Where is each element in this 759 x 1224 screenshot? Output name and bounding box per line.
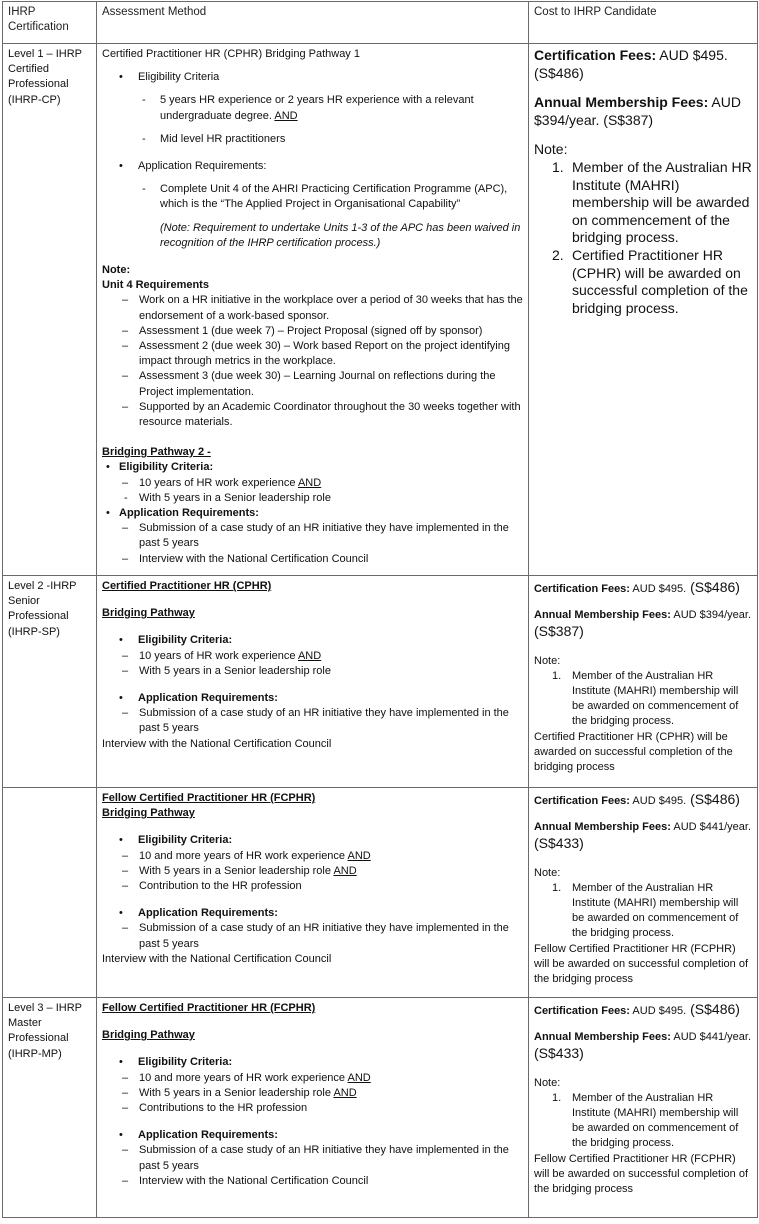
certification-fees: Certification Fees: AUD $495. (S$486): [534, 1001, 740, 1017]
list-item: – 10 and more years of HR work experience AND: [102, 1071, 523, 1086]
award-line: Fellow Certified Practitioner HR (FCPHR) will be awarded on successful completion of the bridging process: [534, 1152, 749, 1196]
application-heading: • Application Requirements:: [102, 1128, 523, 1143]
pathway-2-heading: Bridging Pathway 2 -: [102, 446, 211, 459]
interview-line: Interview with the National Certification Council: [102, 737, 332, 750]
cost-cell: [529, 44, 758, 576]
row-level-2: [3, 576, 758, 788]
header-cost: Cost to IHRP Candidate: [529, 2, 758, 44]
cost-cell: [529, 788, 758, 998]
note-item: 1. Member of the Australian HR Institute (MAHRI) membership will be awarded on commencement of the bridging process.: [552, 1091, 739, 1150]
application-heading: • Application Requirements:: [102, 506, 523, 521]
pathway-title: Certified Practitioner HR (CPHR): [102, 580, 272, 592]
bridging-pathway: Bridging Pathway: [102, 807, 195, 820]
method-cell: [97, 998, 529, 1218]
eligibility-heading: • Eligibility Criteria: [102, 70, 523, 85]
row-level-3: [3, 998, 758, 1218]
list-item: – Assessment 2 (due week 30) – Work based Report on the project identifying impact through metrics in the workplace.: [102, 339, 523, 369]
row-fellow: [3, 788, 758, 998]
award-line: Fellow Certified Practitioner HR (FCPHR) will be awarded on successful completion of the bridging process: [534, 942, 749, 986]
note-item: 1. Member of the Australian HR Institute (MAHRI) membership will be awarded on commencement of the bridging process.: [552, 881, 739, 940]
list-item: – Submission of a case study of an HR initiative they have implemented in the past 5 years: [102, 706, 523, 736]
note-item: 2. Certified Practitioner HR (CPHR) will be awarded on successful completion of the bridging process.: [552, 246, 748, 316]
annual-fees: Annual Membership Fees: AUD $441/year. (S$433): [534, 821, 752, 852]
list-item: – Contribution to the HR profession: [102, 879, 523, 894]
list-item: – 10 years of HR work experience AND: [102, 476, 523, 491]
note-label: Note:: [534, 654, 561, 667]
cost-cell: [529, 576, 758, 788]
certification-fees: Certification Fees: AUD $495. (S$486): [534, 47, 728, 81]
list-item: – With 5 years in a Senior leadership role: [102, 664, 523, 679]
list-item: – Submission of a case study of an HR initiative they have implemented in the past 5 years: [102, 521, 523, 551]
list-item: – Interview with the National Certification Council: [102, 1174, 523, 1189]
eligibility-heading: • Eligibility Criteria:: [102, 460, 523, 475]
application-heading: • Application Requirements:: [102, 159, 523, 174]
eligibility-heading: • Eligibility Criteria:: [102, 1055, 523, 1070]
pathway-title: Fellow Certified Practitioner HR (FCPHR): [102, 1002, 316, 1014]
bridging-pathway: Bridging Pathway: [102, 607, 195, 620]
header-method: Assessment Method: [97, 2, 529, 44]
list-item: – Assessment 1 (due week 7) – Project Proposal (signed off by sponsor): [102, 324, 523, 339]
note-label: Note:: [534, 1076, 561, 1089]
certification-fees: Certification Fees: AUD $495. (S$486): [534, 579, 740, 595]
list-item: - Mid level HR practitioners: [102, 132, 523, 147]
list-item: – Work on a HR initiative in the workplace over a period of 30 weeks that has the endorsement of a work-based sponsor.: [102, 293, 523, 323]
note-item: 1. Member of the Australian HR Institute (MAHRI) membership will be awarded on commencement of the bridging process.: [552, 158, 752, 246]
level-cell: Level 2 -IHRP Senior Professional (IHRP-SP): [3, 576, 97, 788]
level-cell: Level 3 – IHRP Master Professional (IHRP-MP): [3, 998, 97, 1218]
list-item: – Submission of a case study of an HR initiative they have implemented in the past 5 years: [102, 1143, 523, 1173]
cost-cell: [529, 998, 758, 1218]
application-heading: • Application Requirements:: [102, 691, 523, 706]
award-line: Certified Practitioner HR (CPHR) will be awarded on successful completion of the bridging process: [534, 730, 733, 774]
pathway-title: Fellow Certified Practitioner HR (FCPHR): [102, 792, 316, 804]
row-level-1: [3, 44, 758, 576]
list-item: – Supported by an Academic Coordinator throughout the 30 weeks together with resource materials.: [102, 400, 523, 430]
list-item: – With 5 years in a Senior leadership role AND: [102, 864, 523, 879]
annual-fees: Annual Membership Fees: AUD $394/year. (S$387): [534, 609, 752, 640]
list-item: – Contributions to the HR profession: [102, 1101, 523, 1116]
note-label: Note:: [534, 141, 568, 158]
header-cert: IHRP Certification: [3, 2, 97, 44]
waiver-note: (Note: Requirement to undertake Units 1-3 of the APC has been waived in recognition of the IHRP certification process.): [160, 221, 521, 249]
list-item: – With 5 years in a Senior leadership role AND: [102, 1086, 523, 1101]
method-cell: [97, 788, 529, 998]
list-item: - With 5 years in a Senior leadership role: [102, 491, 523, 506]
header-row: [3, 2, 758, 44]
interview-line: Interview with the National Certification Council: [102, 952, 332, 965]
list-item: - 5 years HR experience or 2 years HR experience with a relevant undergraduate degree. AND: [102, 93, 523, 123]
list-item: - Complete Unit 4 of the AHRI Practicing Certification Programme (APC), which is the “The Applied Project in Organisational Capability”: [102, 182, 523, 212]
list-item: – Assessment 3 (due week 30) – Learning Journal on reflections during the Project implementation.: [102, 369, 523, 399]
method-cell: [97, 44, 529, 576]
note-label: Note:: [102, 264, 131, 277]
certification-fees: Certification Fees: AUD $495. (S$486): [534, 791, 740, 807]
method-cell: [97, 576, 529, 788]
list-item: – 10 and more years of HR work experience AND: [102, 849, 523, 864]
annual-fees: Annual Membership Fees: AUD $441/year. (S$433): [534, 1031, 752, 1062]
annual-fees: Annual Membership Fees: AUD $394/year. (S$387): [534, 94, 741, 128]
note-item: 1. Member of the Australian HR Institute (MAHRI) membership will be awarded on commencement of the bridging process.: [552, 669, 739, 728]
certification-table: [2, 1, 758, 1218]
list-item: – Interview with the National Certification Council: [102, 552, 523, 567]
level-cell: Level 1 – IHRP Certified Professional (IHRP-CP): [3, 44, 97, 576]
eligibility-heading: • Eligibility Criteria:: [102, 833, 523, 848]
application-heading: • Application Requirements:: [102, 906, 523, 921]
eligibility-heading: • Eligibility Criteria:: [102, 633, 523, 648]
pathway-title: Certified Practitioner HR (CPHR) Bridging Pathway 1: [102, 48, 360, 60]
level-cell: [3, 788, 97, 998]
unit4-heading: Unit 4 Requirements: [102, 279, 209, 292]
note-label: Note:: [534, 866, 561, 879]
bridging-pathway: Bridging Pathway: [102, 1029, 195, 1042]
list-item: – 10 years of HR work experience AND: [102, 649, 523, 664]
list-item: – Submission of a case study of an HR initiative they have implemented in the past 5 years: [102, 921, 523, 951]
